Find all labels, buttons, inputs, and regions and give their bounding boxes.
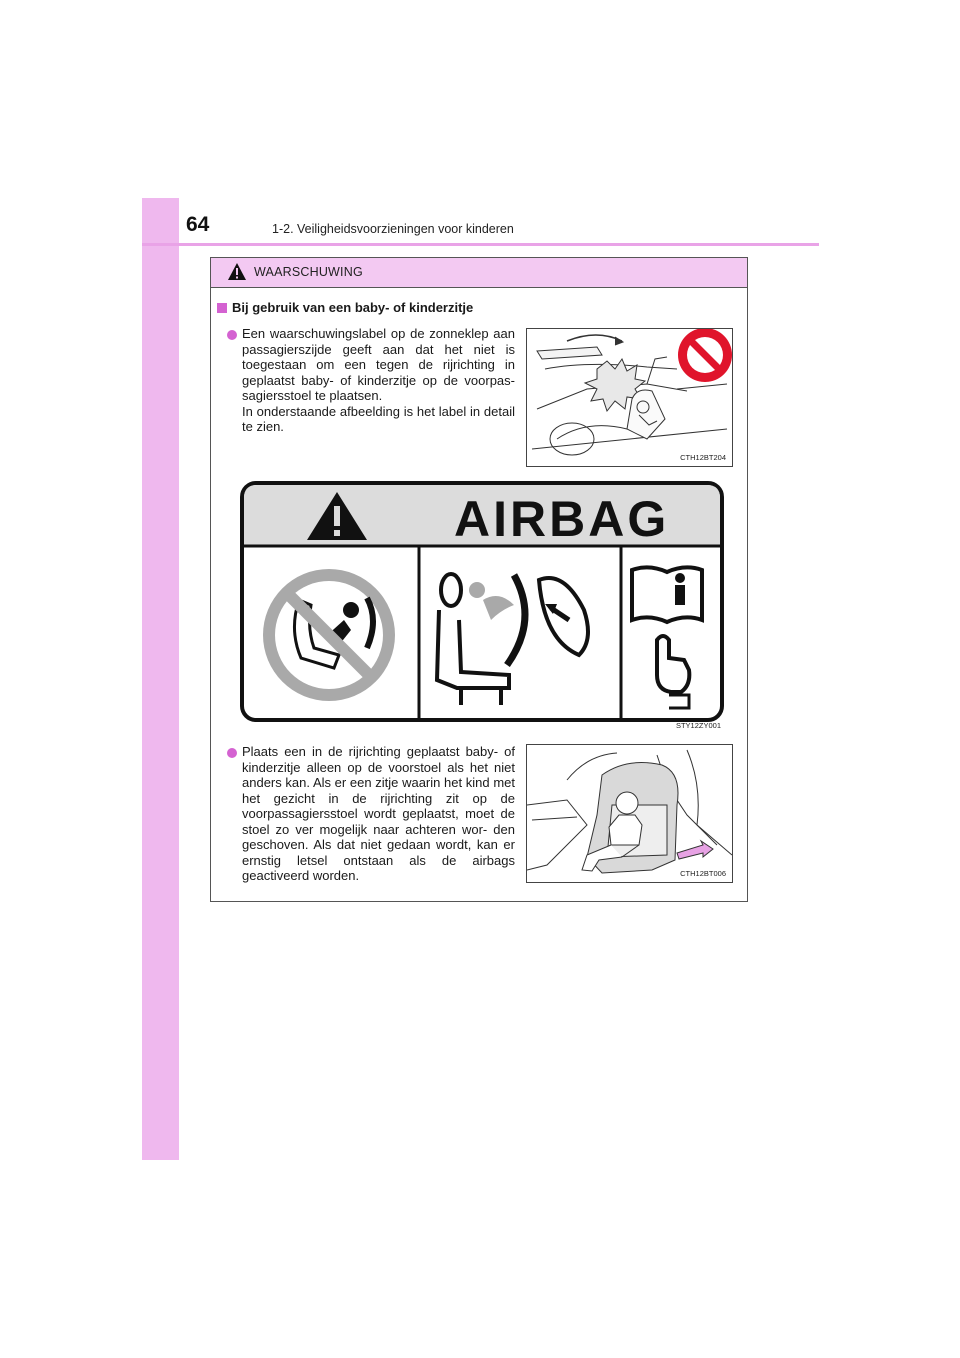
forward-facing-child-seat-illustration [527, 745, 732, 882]
chapter-title: 1-2. Veiligheidsvoorzieningen voor kinderen [272, 222, 514, 236]
sun-visor-figure [526, 328, 733, 467]
warning-title: WAARSCHUWING [254, 265, 363, 279]
no-rear-facing-seat-icon [263, 569, 395, 701]
bullet-1-text [242, 326, 515, 435]
figure-code: CTH12BT204 [680, 453, 726, 462]
bullet-dot-icon [227, 748, 237, 758]
header-rule [142, 243, 819, 246]
warning-box [210, 257, 748, 902]
bullet-2-text: Plaats een in de rijrichting geplaatst baby- of kinderzitje alleen op de voorstoel als het niet anders kan. Als er een zitje waarin het kind met het gezicht in de rijrichting zit op de voorpassagiersstoel wordt geplaatst, moet de stoel zo ver mogelijk naar achteren wor- den geschoven. Als dat niet gedaan wordt, kan er ernstig letsel ontstaan als de airbags geactiveerd worden. [242, 744, 515, 883]
side-tab [142, 198, 179, 1160]
sun-visor-airbag-illustration [527, 329, 732, 466]
page-number: 64 [186, 213, 210, 236]
bullet-1-paragraph-2: In onderstaande afbeelding is het label in detail te zien. [242, 403, 515, 434]
airbag-label-figure [239, 480, 731, 730]
bullet-dot-icon [227, 330, 237, 340]
slide-back-arrow-icon [677, 841, 713, 859]
airbag-word: AIRBAG [454, 491, 670, 547]
warning-triangle-icon [227, 262, 247, 281]
figure-code: CTH12BT006 [680, 869, 726, 878]
section-title-text: Bij gebruik van een baby- of kinderzitje [232, 300, 474, 315]
airbag-label-illustration [239, 480, 731, 730]
section-square-icon [217, 303, 227, 313]
bullet-1-paragraph-1: Een waarschuwingslabel op de zonneklep aan passagierszijde geeft aan dat het niet is toegestaan om een tegen de rijrichting in geplaatst baby- of kinderzitje op de voorpas- sagiersstoel te plaatsen. [242, 326, 515, 403]
child-seat-figure [526, 744, 733, 883]
section-title [217, 300, 473, 315]
figure-code: STY12ZY001 [675, 721, 721, 730]
warning-header [211, 258, 747, 288]
